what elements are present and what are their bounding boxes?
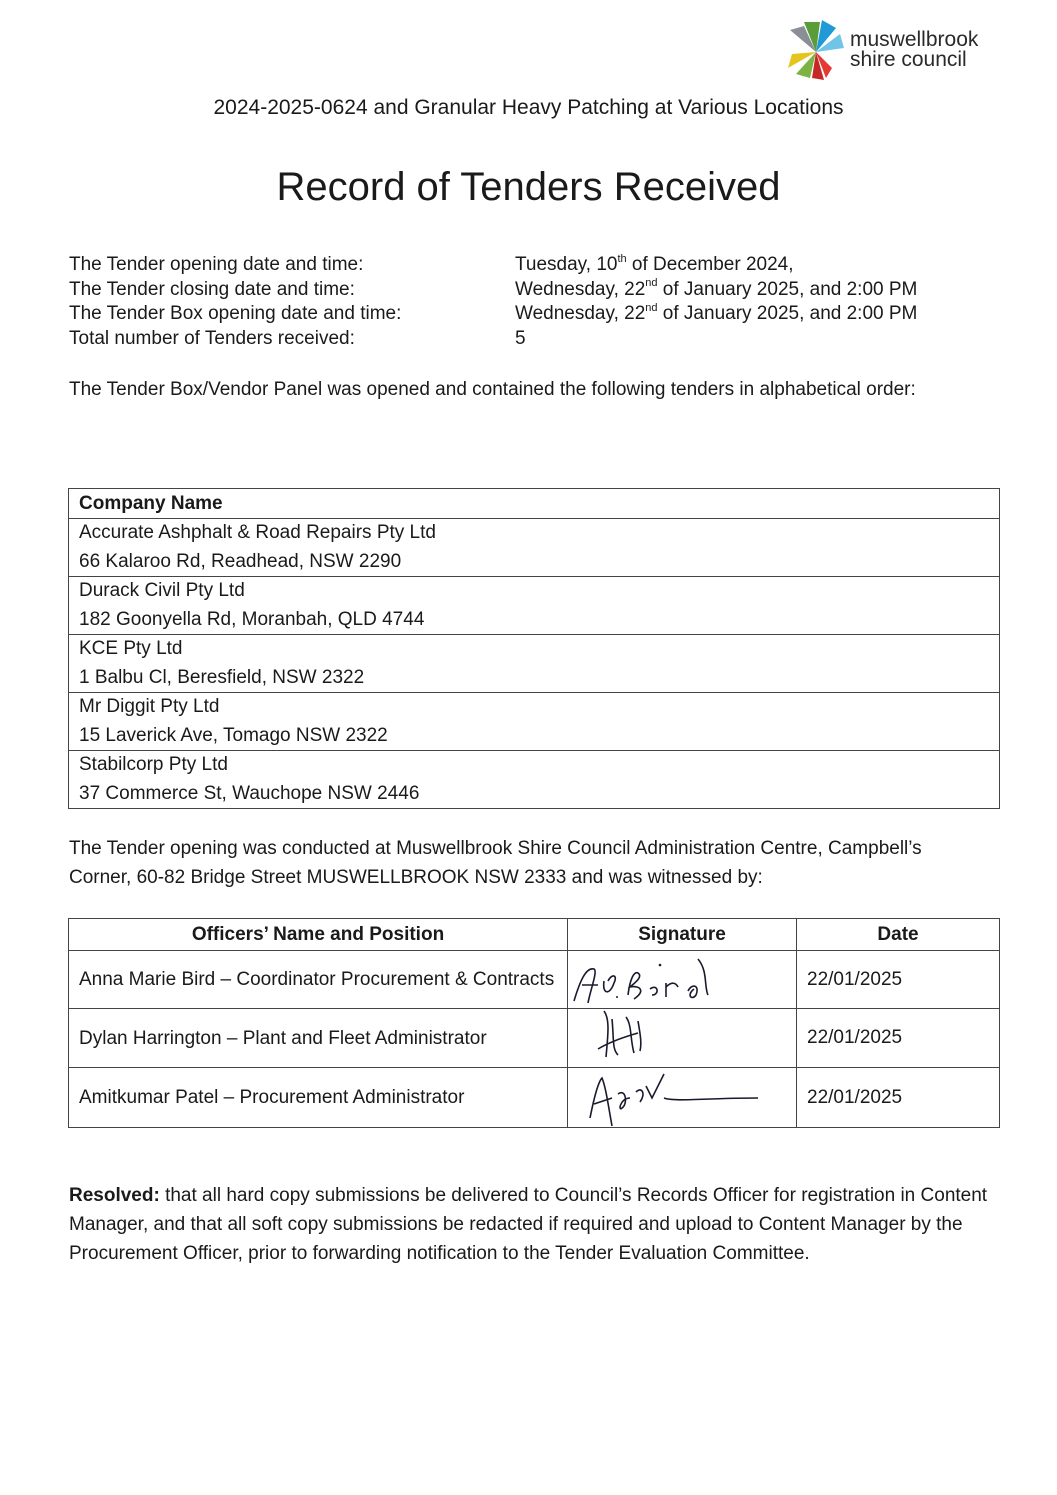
company-address: 37 Commerce St, Wauchope NSW 2446 [79,782,420,804]
tender-info [69,253,917,351]
table-row [69,693,1000,751]
company-address: 182 Goonyella Rd, Moranbah, QLD 4744 [79,608,425,630]
opening-row [69,253,917,278]
table-row [69,519,1000,577]
officers-signature-header: Signature [568,919,797,951]
table-row [69,1068,1000,1128]
companies-table [68,488,1000,809]
opening-value: Tuesday, 10th of December 2024, [515,252,794,275]
flower-logo-icon [782,16,848,82]
opening-label: The Tender opening date and time: [69,254,364,275]
company-address: 15 Laverick Ave, Tomago NSW 2322 [79,724,388,746]
officer-date: 22/01/2025 [797,1009,1000,1068]
tender-subject: 2024-2025-0624 and Granular Heavy Patching at Various Locations [213,96,844,119]
resolution-paragraph [69,1181,1004,1268]
table-row [69,751,1000,809]
officer-date: 22/01/2025 [797,1068,1000,1128]
company-address: 1 Balbu Cl, Beresfield, NSW 2322 [79,666,365,688]
officer-name: Anna Marie Bird – Coordinator Procurement & Contracts [69,951,568,1009]
company-name: Accurate Ashphalt & Road Repairs Pty Ltd [79,522,436,543]
box-opening-row [69,302,917,327]
closing-value: Wednesday, 22nd of January 2025, and 2:00 PM [515,277,918,300]
intro-paragraph: The Tender Box/Vendor Panel was opened and contained the following tenders in alphabetical order: [69,379,916,400]
signature-image [568,951,797,1009]
box-opening-value: Wednesday, 22nd of January 2025, and 2:00 PM [515,301,918,324]
company-name: KCE Pty Ltd [79,638,183,659]
total-row [69,327,917,352]
logo-line-2: shire council [850,48,967,71]
table-row [69,577,1000,635]
officer-name: Dylan Harrington – Plant and Fleet Administrator [69,1009,568,1068]
officer-date: 22/01/2025 [797,951,1000,1009]
witness-paragraph: The Tender opening was conducted at Muswellbrook Shire Council Administration Centre, Campbell’s Corner, 60-82 Bridge Street MUSWELLBROOK NSW 2333 and was witnessed by: [69,838,922,888]
closing-label: The Tender closing date and time: [69,278,355,300]
officers-name-header: Officers’ Name and Position [69,919,568,951]
resolved-label: Resolved: [69,1185,160,1206]
box-opening-label: The Tender Box opening date and time: [69,303,402,324]
resolution-text: that all hard copy submissions be delivered to Council’s Records Officer for registration in Content Manager, and that all soft copy submissions be redacted if required and upload to Content Manager by the Procurement Officer, prior to forwarding notification to the Tender Evaluation Committee. [69,1185,988,1264]
page-title: Record of Tenders Received [276,165,781,209]
signature-image [568,1068,797,1128]
company-name: Durack Civil Pty Ltd [79,580,245,601]
company-name: Stabilcorp Pty Ltd [79,754,228,775]
closing-row [69,278,917,303]
officers-date-header: Date [797,919,1000,951]
officers-table [68,918,1000,1128]
companies-header: Company Name [69,489,1000,519]
signature-image [568,1009,797,1068]
table-row [69,1009,1000,1068]
officer-name: Amitkumar Patel – Procurement Administrator [69,1068,568,1128]
table-row [69,635,1000,693]
company-name: Mr Diggit Pty Ltd [79,696,220,717]
council-logo [782,16,1022,82]
total-value: 5 [515,327,526,349]
table-row [69,951,1000,1009]
logo-line-1: muswellbrook [850,28,979,51]
total-label: Total number of Tenders received: [69,327,355,349]
company-address: 66 Kalaroo Rd, Readhead, NSW 2290 [79,550,402,572]
